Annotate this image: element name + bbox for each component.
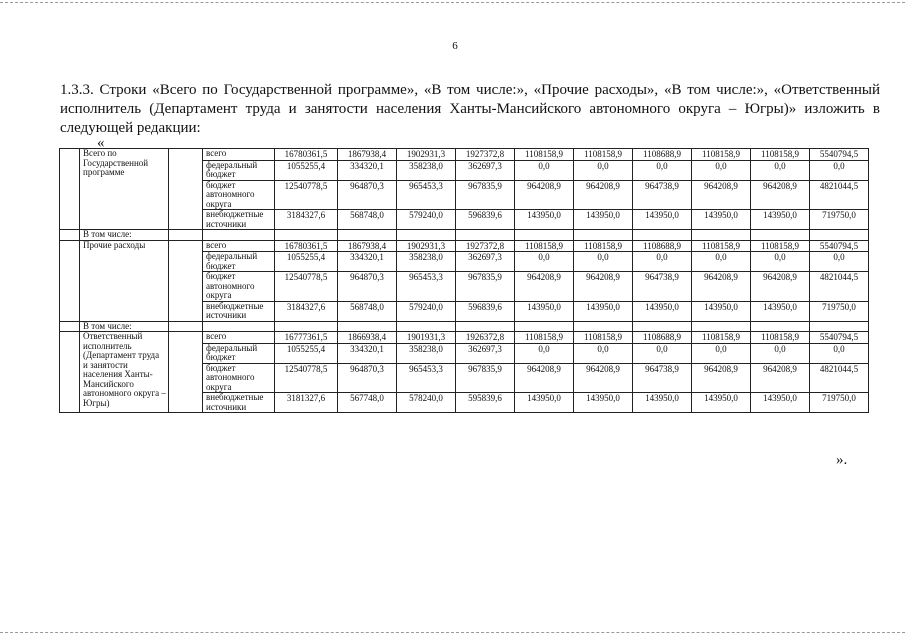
funding-source: бюджет автономного округа bbox=[203, 363, 275, 393]
value-cell: 964208,9 bbox=[515, 180, 574, 210]
value-cell: 595839,6 bbox=[456, 393, 515, 413]
table-row bbox=[60, 240, 869, 252]
value-cell: 1055255,4 bbox=[275, 160, 338, 180]
value-cell: 1108158,9 bbox=[515, 332, 574, 344]
budget-table bbox=[59, 148, 869, 413]
value-cell: 964208,9 bbox=[751, 363, 810, 393]
empty-cell bbox=[810, 321, 869, 332]
value-cell: 0,0 bbox=[515, 252, 574, 272]
value-cell: 1867938,4 bbox=[338, 149, 397, 161]
margin-cell bbox=[60, 321, 80, 332]
value-cell: 1108688,9 bbox=[633, 332, 692, 344]
value-cell: 964208,9 bbox=[751, 180, 810, 210]
page-number: 6 bbox=[452, 40, 458, 52]
value-cell: 143950,0 bbox=[751, 210, 810, 230]
value-cell: 1926372,8 bbox=[456, 332, 515, 344]
empty-cell bbox=[456, 230, 515, 241]
value-cell: 964870,3 bbox=[338, 180, 397, 210]
funding-source: всего bbox=[203, 240, 275, 252]
value-cell: 1902931,3 bbox=[397, 149, 456, 161]
value-cell: 334320,1 bbox=[338, 252, 397, 272]
value-cell: 0,0 bbox=[515, 160, 574, 180]
value-cell: 0,0 bbox=[810, 343, 869, 363]
value-cell: 358238,0 bbox=[397, 343, 456, 363]
empty-cell bbox=[169, 230, 203, 241]
value-cell: 0,0 bbox=[692, 252, 751, 272]
scan-bottom-edge bbox=[0, 632, 905, 633]
value-cell: 579240,0 bbox=[397, 210, 456, 230]
value-cell: 1866938,4 bbox=[338, 332, 397, 344]
value-cell: 16777361,5 bbox=[275, 332, 338, 344]
value-cell: 596839,6 bbox=[456, 301, 515, 321]
value-cell: 0,0 bbox=[692, 343, 751, 363]
value-cell: 143950,0 bbox=[515, 210, 574, 230]
value-cell: 1108158,9 bbox=[515, 149, 574, 161]
value-cell: 0,0 bbox=[810, 160, 869, 180]
empty-cell bbox=[203, 230, 275, 241]
value-cell: 358238,0 bbox=[397, 252, 456, 272]
value-cell: 965453,3 bbox=[397, 272, 456, 302]
margin-cell bbox=[60, 332, 80, 413]
empty-cell bbox=[692, 230, 751, 241]
subheader-label: В том числе: bbox=[80, 230, 169, 241]
value-cell: 964208,9 bbox=[692, 272, 751, 302]
value-cell: 143950,0 bbox=[574, 393, 633, 413]
value-cell: 143950,0 bbox=[692, 210, 751, 230]
funding-source: бюджет автономного округа bbox=[203, 180, 275, 210]
empty-cell bbox=[338, 321, 397, 332]
value-cell: 964208,9 bbox=[574, 272, 633, 302]
row-group-label: Всего по Государственной программе bbox=[80, 149, 169, 230]
value-cell: 967835,9 bbox=[456, 272, 515, 302]
value-cell: 1108158,9 bbox=[692, 240, 751, 252]
value-cell: 578240,0 bbox=[397, 393, 456, 413]
margin-cell bbox=[60, 149, 80, 230]
value-cell: 143950,0 bbox=[574, 301, 633, 321]
value-cell: 964208,9 bbox=[751, 272, 810, 302]
empty-cell bbox=[751, 321, 810, 332]
value-cell: 1108158,9 bbox=[692, 149, 751, 161]
value-cell: 719750,0 bbox=[810, 393, 869, 413]
value-cell: 3181327,6 bbox=[275, 393, 338, 413]
funding-source: всего bbox=[203, 332, 275, 344]
empty-cell bbox=[338, 230, 397, 241]
funding-source: федеральный бюджет bbox=[203, 160, 275, 180]
value-cell: 143950,0 bbox=[574, 210, 633, 230]
value-cell: 596839,6 bbox=[456, 210, 515, 230]
value-cell: 964738,9 bbox=[633, 272, 692, 302]
value-cell: 5540794,5 bbox=[810, 332, 869, 344]
value-cell: 964208,9 bbox=[692, 363, 751, 393]
value-cell: 964208,9 bbox=[515, 363, 574, 393]
value-cell: 12540778,5 bbox=[275, 363, 338, 393]
opening-quote: « bbox=[97, 135, 105, 151]
value-cell: 1902931,3 bbox=[397, 240, 456, 252]
funding-source: бюджет автономного округа bbox=[203, 272, 275, 302]
value-cell: 964208,9 bbox=[515, 272, 574, 302]
value-cell: 12540778,5 bbox=[275, 180, 338, 210]
value-cell: 1108158,9 bbox=[751, 240, 810, 252]
empty-cell bbox=[515, 321, 574, 332]
value-cell: 0,0 bbox=[692, 160, 751, 180]
value-cell: 964208,9 bbox=[574, 363, 633, 393]
value-cell: 334320,1 bbox=[338, 160, 397, 180]
row-group-label: Ответственный исполнитель (Департамент труда и занятости населения Ханты-Мансийского автономного округа – Югры) bbox=[80, 332, 169, 413]
value-cell: 16780361,5 bbox=[275, 149, 338, 161]
value-cell: 1108158,9 bbox=[751, 332, 810, 344]
value-cell: 143950,0 bbox=[515, 301, 574, 321]
value-cell: 0,0 bbox=[574, 160, 633, 180]
funding-source: внебюджетные источники bbox=[203, 393, 275, 413]
empty-cell bbox=[275, 230, 338, 241]
value-cell: 967835,9 bbox=[456, 180, 515, 210]
value-cell: 0,0 bbox=[574, 252, 633, 272]
subheader-label: В том числе: bbox=[80, 321, 169, 332]
value-cell: 3184327,6 bbox=[275, 301, 338, 321]
empty-cell bbox=[169, 149, 203, 230]
value-cell: 964208,9 bbox=[692, 180, 751, 210]
value-cell: 1108688,9 bbox=[633, 149, 692, 161]
funding-source: всего bbox=[203, 149, 275, 161]
empty-cell bbox=[692, 321, 751, 332]
value-cell: 362697,3 bbox=[456, 252, 515, 272]
empty-cell bbox=[810, 230, 869, 241]
value-cell: 964870,3 bbox=[338, 363, 397, 393]
value-cell: 967835,9 bbox=[456, 363, 515, 393]
intro-paragraph: 1.3.3. Строки «Всего по Государственной программе», «В том числе:», «Прочие расходы», «В том числе:», «Ответственный исполнитель (Департамент труда и занятости населения Ханты-Мансийского автономного округа – Югры)» изложить в следующей редакции: bbox=[60, 82, 880, 136]
value-cell: 1901931,3 bbox=[397, 332, 456, 344]
value-cell: 964738,9 bbox=[633, 180, 692, 210]
value-cell: 964738,9 bbox=[633, 363, 692, 393]
value-cell: 4821044,5 bbox=[810, 363, 869, 393]
value-cell: 334320,1 bbox=[338, 343, 397, 363]
funding-source: внебюджетные источники bbox=[203, 301, 275, 321]
value-cell: 1108158,9 bbox=[574, 332, 633, 344]
value-cell: 567748,0 bbox=[338, 393, 397, 413]
value-cell: 143950,0 bbox=[751, 301, 810, 321]
value-cell: 12540778,5 bbox=[275, 272, 338, 302]
value-cell: 964870,3 bbox=[338, 272, 397, 302]
table-row bbox=[60, 332, 869, 344]
empty-cell bbox=[574, 321, 633, 332]
value-cell: 16780361,5 bbox=[275, 240, 338, 252]
value-cell: 1108158,9 bbox=[692, 332, 751, 344]
empty-cell bbox=[275, 321, 338, 332]
value-cell: 1108158,9 bbox=[515, 240, 574, 252]
empty-cell bbox=[397, 321, 456, 332]
empty-cell bbox=[751, 230, 810, 241]
empty-cell bbox=[515, 230, 574, 241]
value-cell: 4821044,5 bbox=[810, 180, 869, 210]
value-cell: 1108158,9 bbox=[574, 240, 633, 252]
value-cell: 965453,3 bbox=[397, 363, 456, 393]
empty-cell bbox=[633, 230, 692, 241]
value-cell: 964208,9 bbox=[574, 180, 633, 210]
value-cell: 0,0 bbox=[633, 343, 692, 363]
subheader-row bbox=[60, 230, 869, 241]
value-cell: 143950,0 bbox=[633, 210, 692, 230]
value-cell: 568748,0 bbox=[338, 210, 397, 230]
value-cell: 3184327,6 bbox=[275, 210, 338, 230]
scan-top-edge bbox=[0, 2, 905, 3]
value-cell: 1927372,8 bbox=[456, 240, 515, 252]
value-cell: 0,0 bbox=[515, 343, 574, 363]
margin-cell bbox=[60, 230, 80, 241]
empty-cell bbox=[397, 230, 456, 241]
value-cell: 719750,0 bbox=[810, 301, 869, 321]
value-cell: 143950,0 bbox=[633, 301, 692, 321]
value-cell: 1055255,4 bbox=[275, 252, 338, 272]
value-cell: 143950,0 bbox=[692, 301, 751, 321]
value-cell: 143950,0 bbox=[751, 393, 810, 413]
value-cell: 362697,3 bbox=[456, 343, 515, 363]
value-cell: 0,0 bbox=[810, 252, 869, 272]
value-cell: 719750,0 bbox=[810, 210, 869, 230]
value-cell: 1055255,4 bbox=[275, 343, 338, 363]
empty-cell bbox=[456, 321, 515, 332]
value-cell: 143950,0 bbox=[515, 393, 574, 413]
row-group-label: Прочие расходы bbox=[80, 240, 169, 321]
value-cell: 1867938,4 bbox=[338, 240, 397, 252]
value-cell: 1108688,9 bbox=[633, 240, 692, 252]
value-cell: 1927372,8 bbox=[456, 149, 515, 161]
subheader-row bbox=[60, 321, 869, 332]
value-cell: 358238,0 bbox=[397, 160, 456, 180]
value-cell: 0,0 bbox=[633, 160, 692, 180]
value-cell: 579240,0 bbox=[397, 301, 456, 321]
funding-source: федеральный бюджет bbox=[203, 252, 275, 272]
value-cell: 965453,3 bbox=[397, 180, 456, 210]
empty-cell bbox=[169, 240, 203, 321]
empty-cell bbox=[574, 230, 633, 241]
empty-cell bbox=[633, 321, 692, 332]
empty-cell bbox=[169, 321, 203, 332]
value-cell: 143950,0 bbox=[633, 393, 692, 413]
value-cell: 1108158,9 bbox=[574, 149, 633, 161]
empty-cell bbox=[169, 332, 203, 413]
margin-cell bbox=[60, 240, 80, 321]
value-cell: 0,0 bbox=[751, 343, 810, 363]
value-cell: 1108158,9 bbox=[751, 149, 810, 161]
value-cell: 0,0 bbox=[751, 160, 810, 180]
closing-quote: ». bbox=[836, 452, 848, 468]
funding-source: внебюджетные источники bbox=[203, 210, 275, 230]
value-cell: 5540794,5 bbox=[810, 149, 869, 161]
funding-source: федеральный бюджет bbox=[203, 343, 275, 363]
value-cell: 362697,3 bbox=[456, 160, 515, 180]
value-cell: 0,0 bbox=[574, 343, 633, 363]
value-cell: 0,0 bbox=[751, 252, 810, 272]
table-row bbox=[60, 149, 869, 161]
value-cell: 0,0 bbox=[633, 252, 692, 272]
value-cell: 568748,0 bbox=[338, 301, 397, 321]
value-cell: 143950,0 bbox=[692, 393, 751, 413]
value-cell: 4821044,5 bbox=[810, 272, 869, 302]
empty-cell bbox=[203, 321, 275, 332]
value-cell: 5540794,5 bbox=[810, 240, 869, 252]
